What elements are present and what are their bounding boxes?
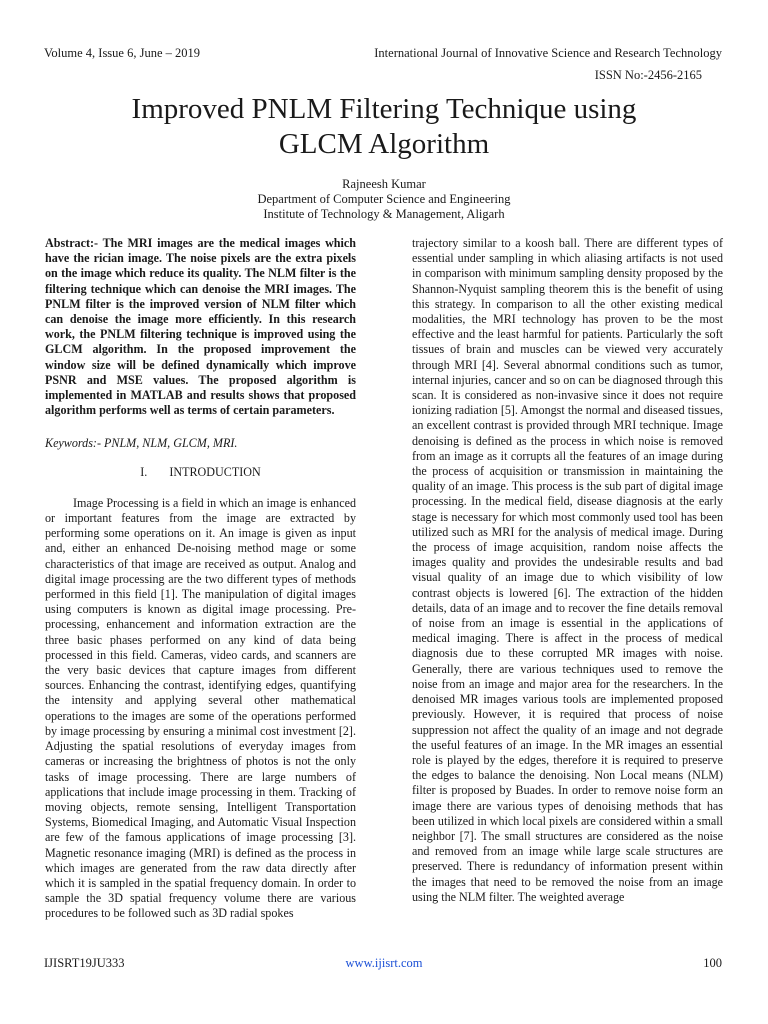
- author-department: Department of Computer Science and Engineering: [257, 192, 511, 206]
- introduction-text-left: Image Processing is a field in which an image is enhanced or important features from the image are extracted by performing some operations on it. An image is given as input and, either an enhanced De-noising method mage or some characteristics of that image are received as output. Analog and digital image processing are the two different types of methods performed in this field [1]. The manipulation of digital images using computers is known as digital image processing. Pre-processing, enhancement and information extraction are the three basic phases performed on any kind of data being processed in this field. Cameras, video cards, and scanners are the very basic devices that capture images from different sources. Enhancing the contrast, identifying edges, quantifying the intensity and applying several other mathematical operations to the images are some of the operations performed by image processing by ensuring a minimal cost investment [2]. Adjusting the spatial resolutions of everyday images from cameras or increasing the brightness of photos is not the only tasks of image processing. There are large numbers of applications that include image processing in them. Tracking of moving objects, remote sensing, Intelligent Transportation Systems, Biomedical Imaging, and Automatic Visual Inspection are few of the famous applications of image processing [3]. Magnetic resonance imaging (MRI) is defined as the process in which images are generated from the raw data directly after which it is sampled in the spatial frequency domain. In order to sample the 3D spatial frequency volume there are various procedures to be followed such as 3D radial spokes: [45, 495, 356, 921]
- abstract: Abstract:- The MRI images are the medical images which have the rician image. The noise pixels are the extra pixels on the image which reduce its quality. The NLM filter is the filtering technique which can denoise the MRI images. The PNLM filter is the improved version of NLM filter which can denoise the image more efficiently. In this research work, the PNLM filtering technique is improved using the GLCM algorithm. In the proposed improvement the window size will be defined dynamically which improve PSNR and MSE values. The proposed algorithm is implemented in MATLAB and results shows that proposed algorithm performs well as terms of certain parameters.: [45, 236, 356, 418]
- paper-id: IJISRT19JU333: [44, 956, 125, 970]
- paper-title: [0, 92, 768, 162]
- volume-info: Volume 4, Issue 6, June – 2019: [44, 46, 201, 60]
- author-block: [0, 177, 768, 222]
- left-column: [45, 236, 356, 922]
- issn-number: ISSN No:-2456-2165: [594, 68, 702, 82]
- title-line-1: Improved PNLM Filtering Technique using: [131, 93, 637, 125]
- introduction-text-right: trajectory similar to a koosh ball. There are different types of essential under sampling in which aliasing artifacts is not used in comparison with minimum sampling density proposed by the Shannon-Nyquist sampling theorem this is the benefit of using this strategy. In comparison to all the other existing medical modalities, the MRI technology has proven to be the most effective and the least harmful for patients. Particularly the soft tissues of brain and muscles can be viewed very accurately through MRI [4]. Several abnormal conditions such as tumor, internal injuries, cancer and so on can be diagnosed through this scan. It is considered as non-invasive since it does not require ionizing radiation [5]. Amongst the normal and diseased tissues, an excellent contrast is provided through MRI technique. Image denoising is defined as the process in which noise is removed from an image as it corrupts all the features of an image during the process of acquisition or transmission in maintaining the quality of an image. This process is the sub part of digital image processing. In the medical field, disease diagnosis at the early stage is necessary for which most commonly used tool has been utilized such as MRI for the analysis of medical image. During the process of image acquisition, random noise affects the images quality and provides the undesirable results and bad visual quality of an image due to which visibility of low contrast objects is lowered [6]. The extraction of the hidden details, data of an image and to recover the fine details removal of noise from an image is essential in the applications of medical imaging. There is affect in the process of medical diagnosis due to these corrupted MR images with noise. Generally, there are various techniques used to remove the noise from an image and major area for the researchers. In the denoised MR images various tools are implemented proposed previously. However, it is required that process of noise suppression not affect the quality of an image and not degrade the useful features of an image. In the MR images an essential role is played by the edges, therefore it is required to preserve the edges to balance the denoising. Non Local means (NLM) filter is proposed by Buades. In order to remove noise form an image there are various types of denoising methods that has been utilized in which local pixels are considered within a small neighbor [7]. The small structures are considered as the noise and removed from an image while large scale structures are preserved. There is redundancy of information present within the images that need to be removed the noise from an image using the NLM filter. The weighted average: [412, 236, 723, 904]
- keywords: Keywords:- PNLM, NLM, GLCM, MRI.: [45, 436, 238, 451]
- journal-name: International Journal of Innovative Science and Research Technology: [374, 46, 722, 60]
- author-name: Rajneesh Kumar: [342, 177, 426, 191]
- section-heading: [45, 465, 356, 480]
- right-column: [412, 236, 723, 905]
- page-number: 100: [703, 956, 722, 970]
- section-number: I.: [140, 464, 148, 479]
- title-line-2: GLCM Algorithm: [278, 128, 490, 160]
- author-institute: Institute of Technology & Management, Aligarh: [263, 207, 505, 221]
- section-title: INTRODUCTION: [169, 464, 261, 479]
- website-link[interactable]: www.ijisrt.com: [345, 956, 423, 970]
